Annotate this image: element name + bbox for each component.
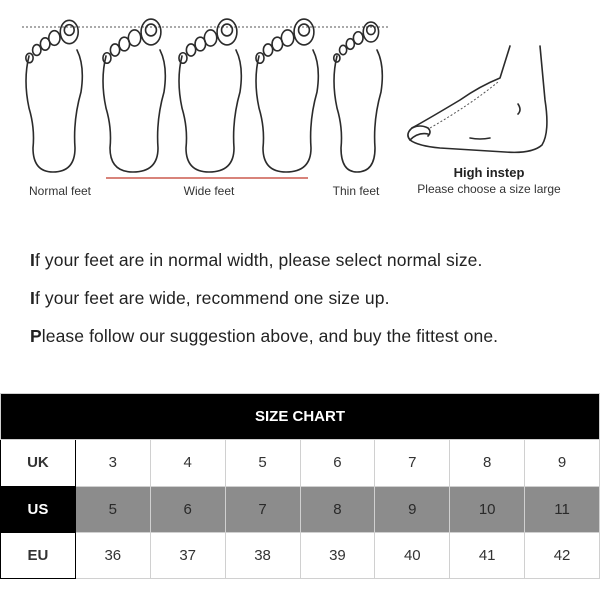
instep-dotted-line	[430, 82, 498, 128]
advice-line	[30, 250, 590, 270]
toe-outline	[103, 53, 111, 63]
size-chart-title: SIZE CHART	[1, 394, 600, 440]
size-cell: 9	[375, 486, 450, 532]
size-chart-header	[1, 394, 600, 440]
toe-outline	[119, 37, 130, 51]
normal-foot-icon	[26, 50, 82, 172]
advice-line	[30, 288, 590, 308]
thin-foot-icon	[334, 50, 382, 172]
advice-text: f your feet are wide, recommend one size up.	[34, 288, 390, 308]
toe-outline	[339, 45, 346, 54]
wide-foot-icon	[103, 50, 165, 172]
table-row-uk	[1, 440, 600, 486]
size-cell: 36	[75, 532, 150, 578]
toe-outline	[26, 53, 33, 62]
toenail-outline	[299, 24, 310, 36]
thin-feet-label: Thin feet	[332, 184, 380, 198]
toe-outline	[179, 53, 187, 63]
table-row-us	[1, 486, 600, 532]
toe-outline	[186, 44, 195, 56]
size-cell: 6	[150, 486, 225, 532]
size-cell: 6	[300, 440, 375, 486]
size-cell: 5	[225, 440, 300, 486]
wide-foot-icon	[256, 50, 318, 172]
high-instep-foot-icon	[408, 46, 547, 152]
toe-outline	[33, 45, 41, 56]
feet-outlines	[26, 19, 382, 172]
toenail-outline	[146, 24, 157, 36]
size-cell: 11	[525, 486, 600, 532]
advice-line	[30, 326, 590, 346]
size-cell: 4	[150, 440, 225, 486]
advice-text: lease follow our suggestion above, and buy the fittest one.	[41, 326, 499, 346]
toe-outline	[195, 37, 206, 51]
size-cell: 42	[525, 532, 600, 578]
size-cell: 8	[450, 440, 525, 486]
toe-outline	[217, 19, 237, 45]
advice-initial: I	[30, 288, 35, 308]
toe-outline	[272, 37, 283, 51]
toe-outline	[263, 44, 272, 56]
size-cell: 38	[225, 532, 300, 578]
size-cell: 7	[225, 486, 300, 532]
size-cell: 9	[525, 440, 600, 486]
size-cell: 40	[375, 532, 450, 578]
size-cell: 37	[150, 532, 225, 578]
fit-advice	[30, 250, 590, 364]
advice-text: f your feet are in normal width, please select normal size.	[34, 250, 483, 270]
table-row-eu	[1, 532, 600, 578]
wide-feet-label: Wide feet	[183, 184, 235, 198]
toenail-outline	[222, 24, 233, 36]
size-chart-table	[0, 393, 600, 579]
toe-outline	[40, 38, 50, 50]
high-instep-title: High instep	[453, 165, 525, 180]
toe-outline	[141, 19, 161, 45]
size-cell: 41	[450, 532, 525, 578]
row-label-uk: UK	[1, 440, 76, 486]
toe-outline	[256, 53, 264, 63]
high-instep-subtitle: Please choose a size large	[417, 182, 561, 196]
toe-outline	[294, 19, 314, 45]
size-cell: 8	[300, 486, 375, 532]
toe-outline	[346, 39, 354, 50]
wide-foot-icon	[179, 50, 241, 172]
size-cell: 7	[375, 440, 450, 486]
size-cell: 10	[450, 486, 525, 532]
size-cell: 5	[75, 486, 150, 532]
advice-initial: P	[30, 326, 42, 346]
size-cell: 39	[300, 532, 375, 578]
feet-illustration	[0, 0, 600, 210]
size-cell: 3	[75, 440, 150, 486]
advice-initial: I	[30, 250, 35, 270]
row-label-us: US	[1, 486, 76, 532]
normal-feet-label: Normal feet	[28, 184, 92, 198]
toe-outline	[110, 44, 119, 56]
toenail-outline	[64, 25, 74, 36]
row-label-eu: EU	[1, 532, 76, 578]
